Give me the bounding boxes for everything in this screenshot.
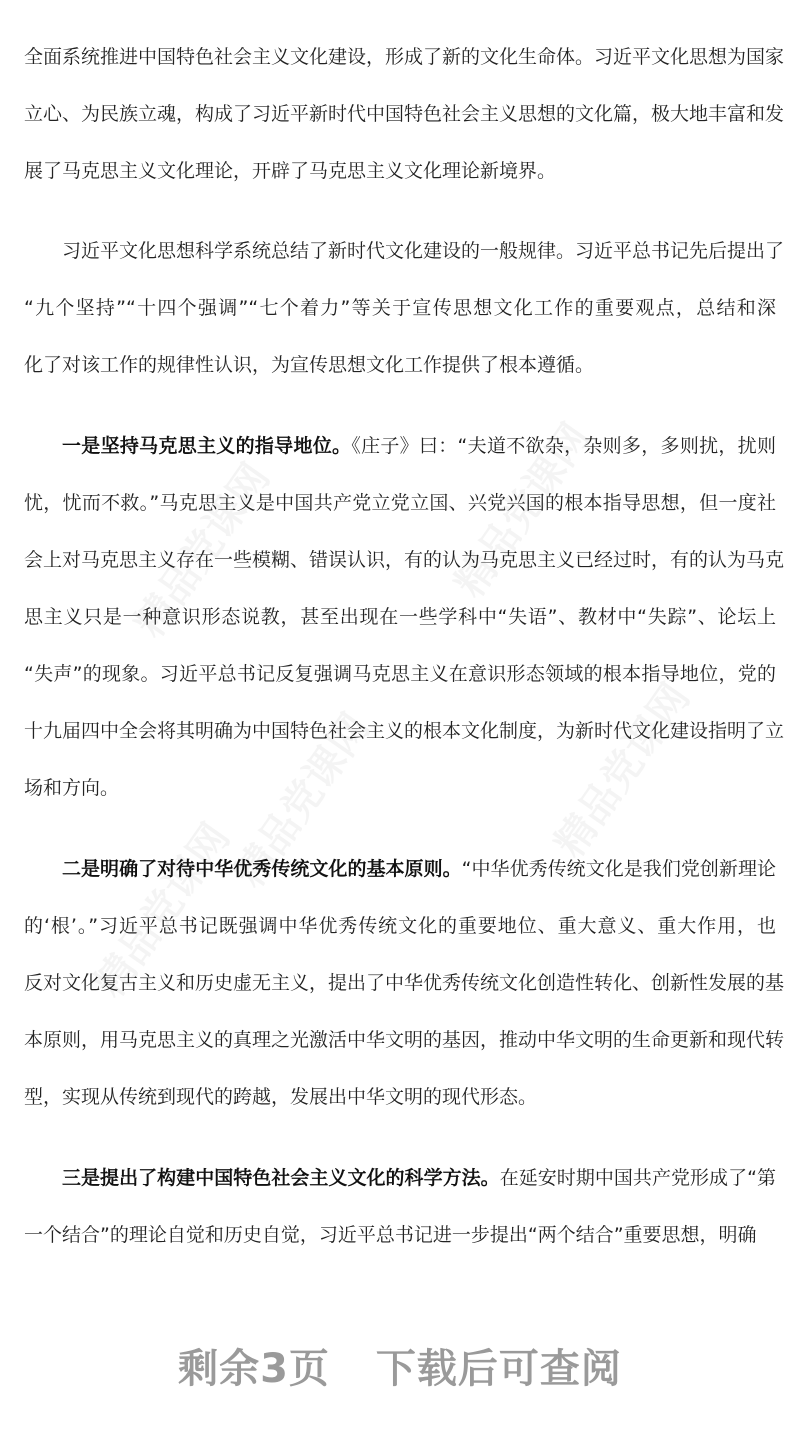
line-text: “九个坚持”“十四个强调”“七个着力”等关于宣传思想文化工作的重要观点，总结和深	[24, 297, 776, 319]
line-text: 思主义只是一种意识形态说教，甚至出现在一些学科中“失语”、教材中“失踪”、论坛上	[24, 606, 776, 628]
line-text: 立心、为民族立魂，构成了习近平新时代中国特色社会主义思想的文化篇，极大地丰富和发	[24, 103, 785, 125]
download-to-view-label: 下载后可查阅	[375, 1346, 622, 1392]
text-line	[24, 43, 785, 71]
remaining-pages-label: 剩余3页	[178, 1346, 330, 1392]
text-line	[24, 100, 785, 128]
watermark	[539, 670, 700, 867]
line-text: 型，实现从传统到现代的跨越，发展出中华文明的现代形态。	[24, 1086, 538, 1108]
text-line	[62, 237, 785, 265]
line-text: 会上对马克思主义存在一些模糊、错误认识，有的认为马克思主义已经过时，有的认为马克	[24, 549, 785, 571]
bold-heading: 三是提出了构建中国特色社会主义文化的科学方法。	[62, 1167, 500, 1189]
text-line	[24, 1221, 776, 1249]
text-line	[24, 1026, 785, 1054]
line-text: 一个结合”的理论自觉和历史自觉，习近平总书记进一步提出“两个结合”重要思想，明确	[24, 1224, 757, 1246]
text-line	[24, 1083, 776, 1111]
text-line	[24, 969, 785, 997]
text-line	[24, 774, 776, 802]
text-line	[24, 546, 785, 574]
download-prompt[interactable]	[0, 1337, 800, 1394]
line-text: 化了对该工作的规律性认识，为宣传思想文化工作提供了根本遵循。	[24, 354, 595, 376]
text-line	[24, 351, 776, 379]
line-text: 《庄子》曰：“夫道不欲杂，杂则多，多则扰，扰则	[351, 435, 776, 457]
text-line	[24, 603, 776, 631]
line-text: 反对文化复古主义和历史虚无主义，提出了中华优秀传统文化创造性转化、创新性发展的基	[24, 972, 785, 994]
line-text: 场和方向。	[24, 777, 120, 799]
text-line	[24, 660, 776, 688]
line-text: 本原则，用马克思主义的真理之光激活中华文明的基因，推动中华文明的生命更新和现代转	[24, 1029, 785, 1051]
text-line	[24, 489, 776, 517]
line-text: 忧，忧而不救。”马克思主义是中国共产党立党立国、兴党兴国的根本指导思想，但一度社	[24, 492, 776, 514]
line-text: 的‘根’。”习近平总书记既强调中华优秀传统文化的重要地位、重大意义、重大作用，也	[24, 915, 776, 937]
line-text: 习近平文化思想科学系统总结了新时代文化建设的一般规律。习近平总书记先后提出了	[62, 240, 785, 262]
text-line	[24, 294, 776, 322]
line-text: 在延安时期中国共产党形成了“第	[499, 1167, 776, 1189]
text-line	[62, 432, 776, 460]
text-line	[62, 855, 776, 883]
line-text: 全面系统推进中国特色社会主义文化建设，形成了新的文化生命体。习近平文化思想为国家	[24, 46, 785, 68]
bold-heading: 一是坚持马克思主义的指导地位。	[62, 435, 352, 457]
bold-heading: 二是明确了对待中华优秀传统文化的基本原则。	[62, 858, 462, 880]
line-text: 十九届四中全会将其明确为中国特色社会主义的根本文化制度，为新时代文化建设指明了立	[24, 720, 785, 742]
text-line	[62, 1164, 776, 1192]
line-text: 展了马克思主义文化理论，开辟了马克思主义文化理论新境界。	[24, 160, 557, 182]
line-text: “失声”的现象。习近平总书记反复强调马克思主义在意识形态领域的根本指导地位，党的	[24, 663, 776, 685]
line-text: “中华优秀传统文化是我们党创新理论	[461, 858, 776, 880]
text-line	[24, 717, 785, 745]
text-line	[24, 157, 776, 185]
text-line	[24, 912, 776, 940]
